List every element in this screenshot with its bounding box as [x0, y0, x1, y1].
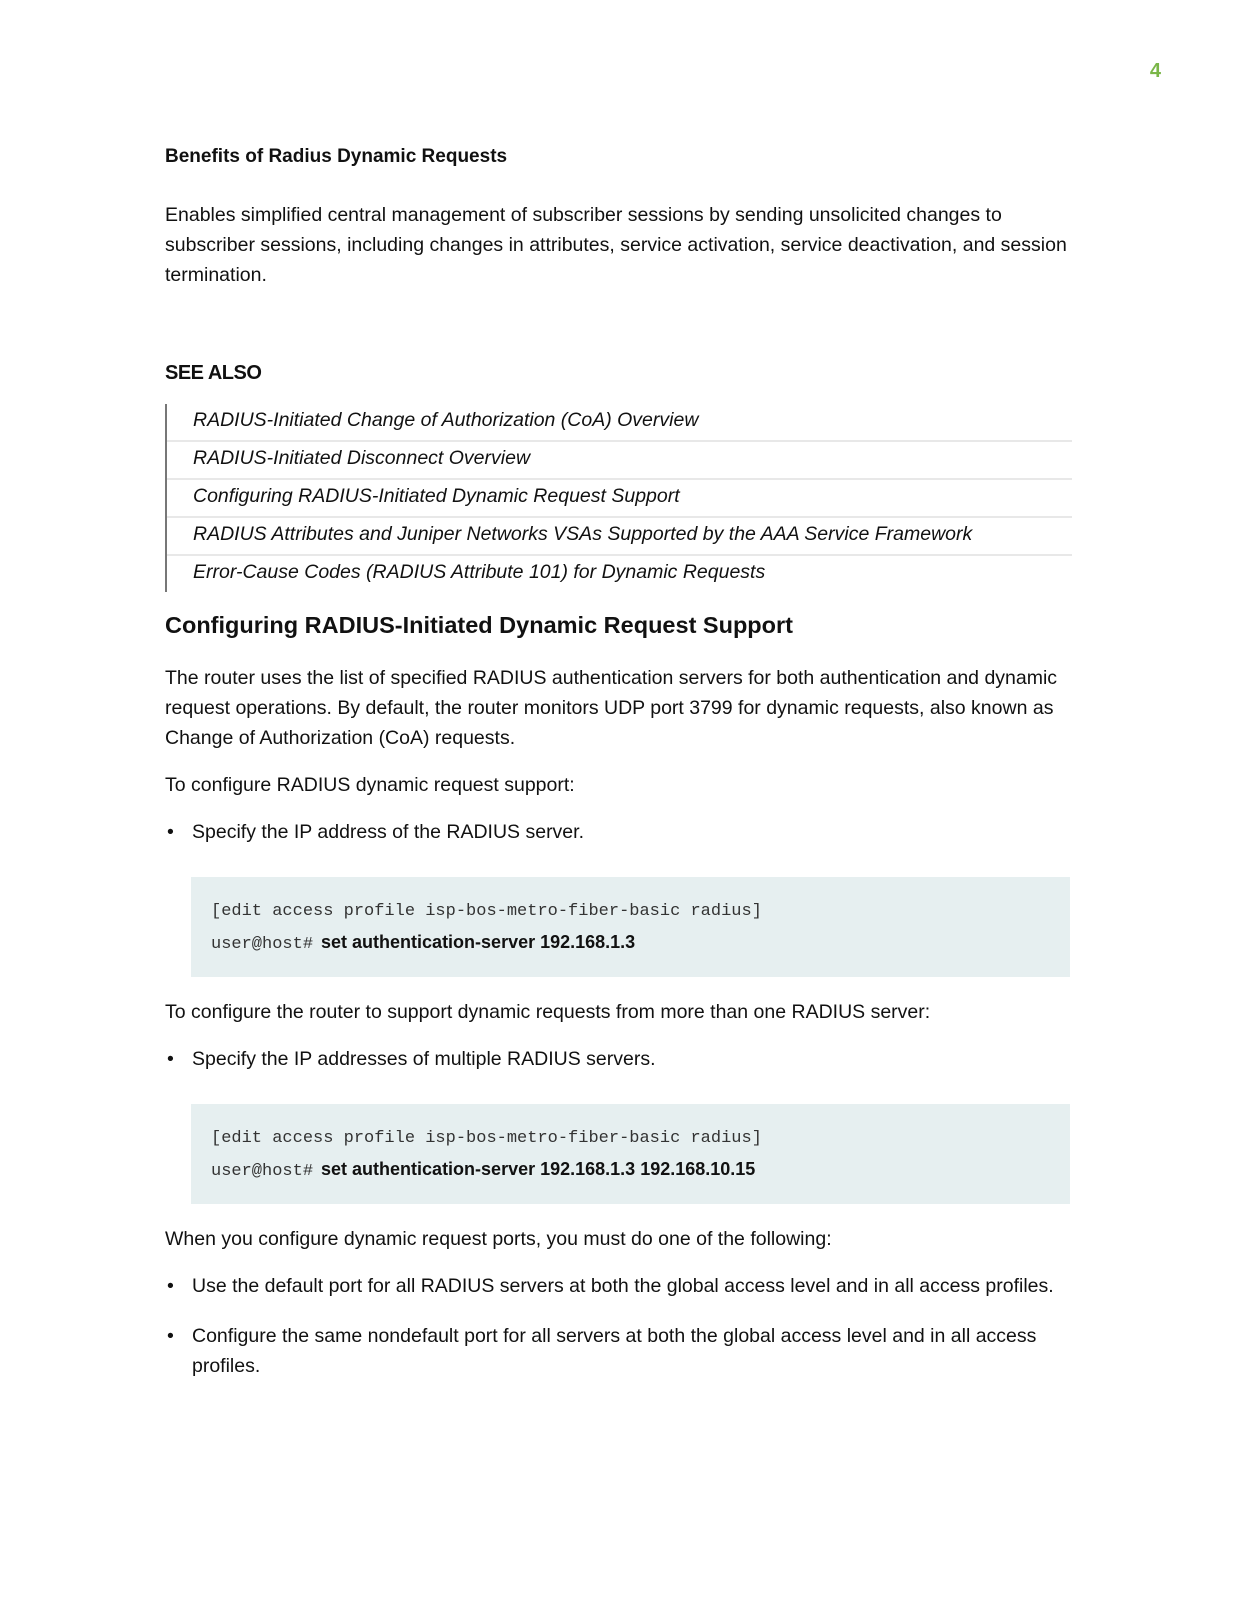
see-also-link-configuring-dynamic-request[interactable]: Configuring RADIUS-Initiated Dynamic Request Support: [167, 480, 1072, 518]
bullet-dot-icon: •: [167, 821, 174, 843]
see-also-link-coa-overview[interactable]: RADIUS-Initiated Change of Authorization (CoA) Overview: [167, 404, 1072, 442]
bullet-item-nondefault-port: [165, 1321, 1070, 1381]
see-also-link-radius-attributes[interactable]: RADIUS Attributes and Juniper Networks VSAs Supported by the AAA Service Framework: [167, 518, 1072, 556]
config-heading: Configuring RADIUS-Initiated Dynamic Request Support: [165, 612, 793, 638]
code-command-line: [211, 927, 1050, 957]
see-also-title: SEE ALSO: [165, 362, 262, 384]
see-also-list: [165, 404, 1072, 592]
page-number: 4: [1149, 60, 1161, 82]
code-context-line: [edit access profile isp-bos-metro-fiber-basic radius]: [211, 1129, 762, 1148]
code-command-line: [211, 1154, 1050, 1184]
ports-intro-paragraph: When you configure dynamic request ports, you must do one of the following:: [165, 1228, 832, 1250]
bullet-dot-icon: •: [167, 1275, 174, 1297]
bullet-item-default-port: [165, 1271, 1070, 1301]
multi-server-intro-paragraph: To configure the router to support dynamic requests from more than one RADIUS server:: [165, 1001, 931, 1023]
bullet-dot-icon: •: [167, 1325, 174, 1347]
code-block-single-server: [191, 877, 1070, 977]
config-intro-paragraph: The router uses the list of specified RADIUS authentication servers for both authentication and dynamic request operations. By default, the router monitors UDP port 3799 for dynamic requests, also known as Change of Authorization (CoA) requests.: [165, 667, 1058, 749]
see-also-link-error-cause-codes[interactable]: Error-Cause Codes (RADIUS Attribute 101) for Dynamic Requests: [193, 561, 766, 583]
code-command: set authentication-server 192.168.1.3 192.168.10.15: [321, 1159, 756, 1179]
step-intro-paragraph: To configure RADIUS dynamic request support:: [165, 774, 575, 796]
bullet-text: Specify the IP address of the RADIUS server.: [192, 821, 584, 843]
bullet-text: Use the default port for all RADIUS servers at both the global access level and in all access profiles.: [192, 1275, 1054, 1297]
code-block-multiple-servers: [191, 1104, 1070, 1204]
see-also-link-disconnect-overview[interactable]: RADIUS-Initiated Disconnect Overview: [167, 442, 1072, 480]
bullet-dot-icon: •: [167, 1048, 174, 1070]
benefits-heading: Benefits of Radius Dynamic Requests: [165, 146, 508, 167]
code-command: set authentication-server 192.168.1.3: [321, 932, 636, 952]
bullet-text: Specify the IP addresses of multiple RADIUS servers.: [192, 1048, 656, 1070]
code-context-line: [edit access profile isp-bos-metro-fiber-basic radius]: [211, 902, 762, 921]
bullet-item-single-server: [165, 817, 1070, 847]
bullet-item-multiple-servers: [165, 1044, 1070, 1074]
code-prompt: user@host#: [211, 935, 314, 954]
benefits-paragraph: Enables simplified central management of subscriber sessions by sending unsolicited changes to subscriber sessions, including changes in attributes, service activation, service deactivation, and session termination.: [165, 204, 1067, 286]
code-prompt: user@host#: [211, 1162, 314, 1181]
bullet-text: Configure the same nondefault port for all servers at both the global access level and in all access profiles.: [192, 1325, 1037, 1377]
